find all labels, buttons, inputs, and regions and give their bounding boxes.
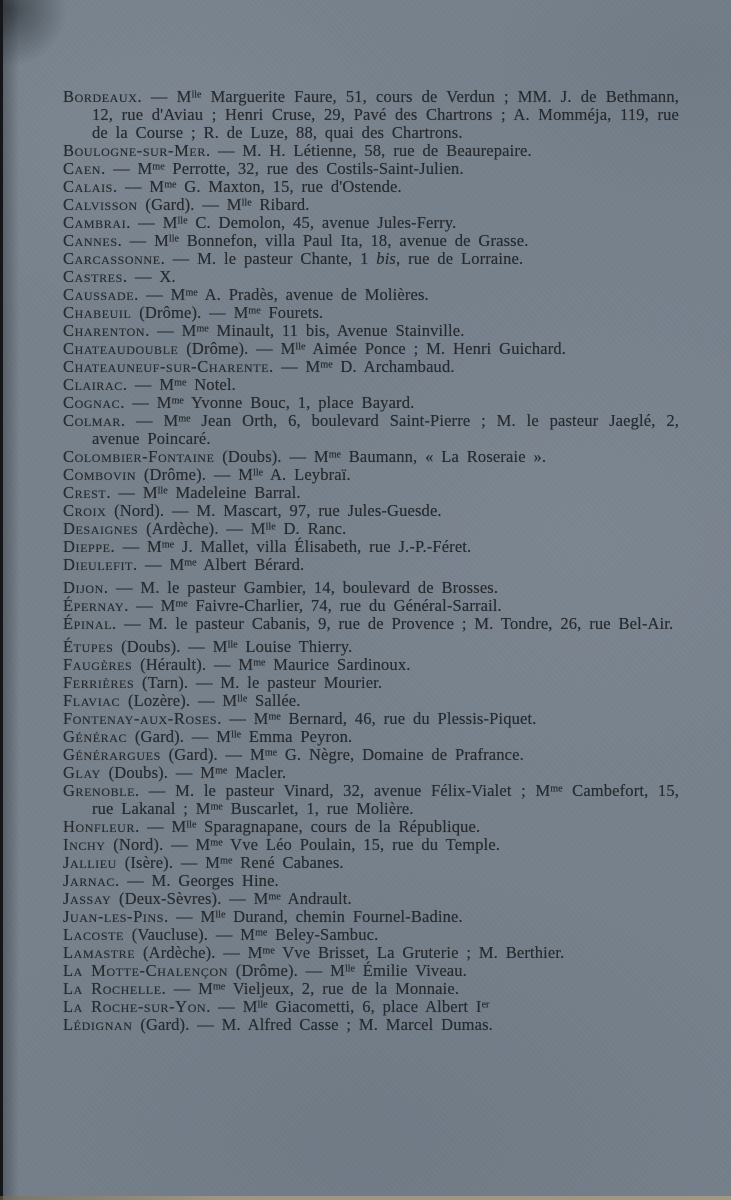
directory-entry (63, 322, 679, 340)
entry-body: . — $M^{lle}$ Durand, chemin Fournel-Badine. (164, 907, 463, 926)
entry-body: . — $M^{me}$ A. Pradès, avenue de Molières. (134, 285, 429, 304)
directory-entry (63, 340, 679, 358)
entry-body: (Gard). — $M^{me}$ G. Nègre, Domaine de Prafrance. (160, 745, 524, 764)
entry-body: . — $M^{me}$ G. Maxton, 15, rue d'Ostende. (112, 177, 402, 196)
town-name: Cannes (63, 231, 118, 250)
entry-body: . — $M^{me}$ Minault, 11 bis, Avenue Stainville. (145, 321, 465, 340)
entry-body: . — $M^{me}$ Jean Orth, 6, boulevard Saint-Pierre ; M. le pasteur Jaeglé, 2, avenue Poincaré. (92, 411, 680, 448)
entry-body: (Nord). — $M^{me}$ Vve Léo Poulain, 15, rue du Temple. (105, 835, 501, 854)
directory-entry (63, 615, 679, 633)
directory-entry (63, 674, 679, 692)
directory-entry (63, 692, 679, 710)
town-name: Grenoble (63, 781, 136, 800)
directory-entry (63, 962, 679, 980)
town-name: Colmar (63, 411, 121, 430)
town-name: Inchy (63, 835, 106, 854)
town-name: La Rochelle (63, 979, 162, 998)
directory-entry (63, 358, 679, 376)
entry-body: . — M. le pasteur Cabanis, 9, rue de Provence ; M. Tondre, 26, rue Bel-Air. (112, 614, 674, 633)
town-name: Lédignan (63, 1015, 133, 1034)
town-name: Chateaudouble (63, 339, 179, 358)
directory-entry (63, 250, 679, 268)
town-name: Caen (63, 159, 102, 178)
directory-entry (63, 502, 679, 520)
directory-entry (63, 980, 679, 998)
directory-entry (63, 728, 679, 746)
directory-entry (63, 872, 679, 890)
town-name: Ferrières (63, 673, 135, 692)
directory-entry (63, 944, 679, 962)
directory-entry (63, 597, 679, 615)
town-name: Calais (63, 177, 113, 196)
directory-entry (63, 764, 679, 782)
entry-body: (Drôme). — $M^{lle}$ Émilie Viveau. (228, 961, 467, 980)
directory-entry (63, 556, 679, 574)
directory-list (63, 88, 679, 1034)
entry-body: . — M. le pasteur Vinard, 32, avenue Félix-Vialet ; $M^{me}$ Cambefort, 15, rue Lakanal ; $M^{me}$ Buscarlet, 1, rue Molière. (92, 781, 680, 818)
directory-entry (63, 710, 679, 728)
town-name: Fontenay-aux-Roses (63, 709, 218, 728)
directory-entry (63, 196, 679, 214)
entry-body: . — M. Georges Hine. (115, 871, 279, 890)
entry-body: . — M. le pasteur Gambier, 14, boulevard de Brosses. (103, 578, 499, 597)
directory-entry (63, 818, 679, 836)
directory-entry (63, 782, 679, 818)
directory-entry (63, 214, 679, 232)
entry-body: (Gard). — $M^{lle}$ Emma Peyron. (127, 727, 353, 746)
town-name: Glay (63, 763, 101, 782)
town-name: Chabeuil (63, 303, 132, 322)
entry-body: (Drôme). — $M^{lle}$ A. Leybraï. (136, 465, 351, 484)
town-name: Honfleur (63, 817, 136, 836)
town-name: Chateauneuf-sur-Charente (63, 357, 270, 376)
town-name: Bordeaux (63, 87, 138, 106)
entry-body: . — $M^{me}$ D. Archambaud. (269, 357, 455, 376)
entry-body: . — $M^{me}$ J. Mallet, villa Élisabeth, rue J.-P.-Féret. (110, 537, 472, 556)
directory-entry (63, 88, 679, 142)
entry-body: (Nord). — M. Mascart, 97, rue Jules-Guesde. (106, 501, 442, 520)
entry-body: (Doubs). — $M^{me}$ Macler. (100, 763, 287, 782)
entry-body: . — M. H. Létienne, 58, rue de Beaurepaire. (205, 141, 532, 160)
directory-entry (63, 579, 679, 597)
directory-entry (63, 854, 679, 872)
entry-body: . — $M^{lle}$ Marguerite Faure, 51, cours de Verdun ; MM. J. de Bethmann, 12, rue d'Aviau ; Henri Cruse, 29, Pavé des Chartrons ; A. Momméja, 119, rue de la Course ; R. de Luze, 88, quai des Chartrons. (92, 87, 680, 142)
entry-body: (Vaucluse). — $M^{me}$ Beley-Sambuc. (123, 925, 379, 944)
directory-entry (63, 520, 679, 538)
page-bottom-deckle-edge (0, 1196, 731, 1200)
directory-entry (63, 178, 679, 196)
town-name: Lacoste (63, 925, 124, 944)
directory-entry (63, 746, 679, 764)
directory-entry (63, 232, 679, 250)
town-name: Flaviac (63, 691, 121, 710)
town-name: Boulogne-sur-Mer (63, 141, 206, 160)
town-name: Épernay (63, 596, 125, 615)
entry-body: . — $M^{me}$ Notel. (122, 375, 236, 394)
entry-body: . — $M^{me}$ Albert Bérard. (132, 555, 305, 574)
directory-entry (63, 908, 679, 926)
town-name: Dijon (63, 578, 104, 597)
town-name: Épinal (63, 614, 113, 633)
town-name: Charenton (63, 321, 146, 340)
town-name: Dieulefit (63, 555, 133, 574)
town-name: Lamastre (63, 943, 136, 962)
directory-entry (63, 466, 679, 484)
town-name: Cambrai (63, 213, 127, 232)
entry-body: . — $M^{me}$ Yvonne Bouc, 1, place Bayard. (120, 393, 415, 412)
town-name: Étupes (63, 637, 114, 656)
directory-entry (63, 268, 679, 286)
directory-entry (63, 890, 679, 908)
entry-body: . — $M^{lle}$ C. Demolon, 45, avenue Jules-Ferry. (126, 213, 457, 232)
entry-body: (Doubs). — $M^{me}$ Baumann, « La Roseraie ». (214, 447, 547, 466)
town-name: Juan-les-Pins (63, 907, 165, 926)
directory-entry (63, 638, 679, 656)
town-name: Clairac (63, 375, 123, 394)
town-name: Caussade (63, 285, 135, 304)
entry-body: . — $M^{me}$ Vieljeux, 2, rue de la Monnaie. (161, 979, 460, 998)
town-name: Cognac (63, 393, 121, 412)
town-name: Jallieu (63, 853, 117, 872)
entry-body: . — $M^{lle}$ Bonnefon, villa Paul Ita, 18, avenue de Grasse. (117, 231, 529, 250)
town-name: La Motte-Chalençon (63, 961, 228, 980)
directory-entry (63, 304, 679, 322)
town-name: Colombier-Fontaine (63, 447, 215, 466)
entry-body: (Hérault). — $M^{me}$ Maurice Sardinoux. (132, 655, 411, 674)
entry-body: . — M. le pasteur Chante, 1 bis, rue de Lorraine. (160, 249, 524, 268)
entry-body: . — $M^{me}$ Perrotte, 32, rue des Costils-Saint-Julien. (101, 159, 464, 178)
entry-body: (Isère). — $M^{me}$ René Cabanes. (116, 853, 344, 872)
town-name: Jassay (63, 889, 112, 908)
entry-body: . — $M^{me}$ Bernard, 46, rue du Plessis-Piquet. (217, 709, 537, 728)
directory-entry (63, 656, 679, 674)
entry-body: . — $M^{lle}$ Giacometti, 6, place Albert Ier (206, 997, 490, 1016)
directory-entry (63, 160, 679, 178)
directory-entry (63, 538, 679, 556)
town-name: Calvisson (63, 195, 138, 214)
entry-body: (Doubs). — $M^{lle}$ Louise Thierry. (113, 637, 353, 656)
entry-body: (Gard). — M. Alfred Casse ; M. Marcel Dumas. (132, 1015, 493, 1034)
page-spine-shadow (3, 0, 19, 1200)
directory-entry (63, 448, 679, 466)
entry-body: (Drôme). — $M^{me}$ Fourets. (131, 303, 324, 322)
town-name: Combovin (63, 465, 137, 484)
entry-body: (Ardèche). — $M^{lle}$ D. Ranc. (138, 519, 347, 538)
town-name: La Roche-sur-Yon (63, 997, 207, 1016)
entry-body: . — $M^{lle}$ Madeleine Barral. (106, 483, 301, 502)
town-name: Croix (63, 501, 107, 520)
town-name: Générac (63, 727, 128, 746)
town-name: Dieppe (63, 537, 111, 556)
directory-entry (63, 412, 679, 448)
directory-entry (63, 484, 679, 502)
directory-entry (63, 376, 679, 394)
town-name: Carcassonne (63, 249, 161, 268)
town-name: Générargues (63, 745, 161, 764)
directory-entry (63, 836, 679, 854)
town-name: Desaignes (63, 519, 139, 538)
directory-entry (63, 1016, 679, 1034)
entry-body: (Tarn). — M. le pasteur Mourier. (134, 673, 383, 692)
entry-body: . — $M^{me}$ Faivre-Charlier, 74, rue du Général-Sarrail. (124, 596, 502, 615)
town-name: Crest (63, 483, 107, 502)
town-name: Jarnac (63, 871, 116, 890)
entry-body: (Deux-Sèvres). — $M^{me}$ Andrault. (111, 889, 352, 908)
entry-body: (Lozère). — $M^{lle}$ Sallée. (120, 691, 301, 710)
directory-entry (63, 998, 679, 1016)
directory-entry (63, 926, 679, 944)
entry-body: (Drôme). — $M^{lle}$ Aimée Ponce ; M. Henri Guichard. (178, 339, 567, 358)
entry-body: . — X. (122, 267, 176, 286)
town-name: Castres (63, 267, 123, 286)
directory-entry (63, 286, 679, 304)
entry-body: (Gard). — $M^{lle}$ Ribard. (137, 195, 310, 214)
directory-entry (63, 394, 679, 412)
page-spine-edge (0, 0, 3, 1200)
directory-entry (63, 142, 679, 160)
town-name: Faugères (63, 655, 133, 674)
entry-body: . — $M^{lle}$ Sparagnapane, cours de la République. (135, 817, 481, 836)
entry-body: (Ardèche). — $M^{me}$ Vve Brisset, La Gruterie ; M. Berthier. (135, 943, 565, 962)
